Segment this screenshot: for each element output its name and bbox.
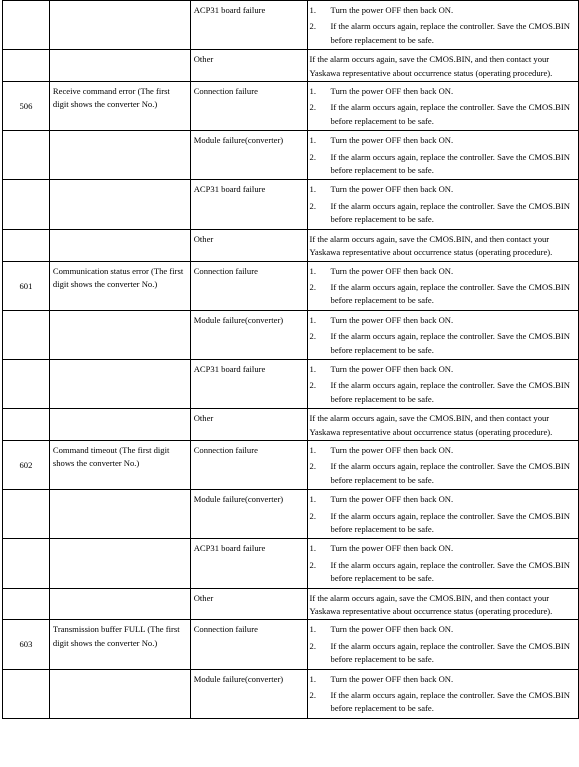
alarm-cause: ACP31 board failure [193, 184, 266, 195]
alarm-cause-cell [190, 588, 307, 620]
alarm-description-cell [49, 669, 190, 718]
alarm-description: Receive command error (The first digit shows the converter No.) [52, 86, 170, 110]
step-text: Turn the power OFF then back ON. [330, 135, 454, 146]
alarm-row [3, 490, 579, 539]
alarm-description-cell [49, 1, 190, 50]
step-number: 2. [309, 331, 316, 342]
remedy-step [310, 20, 575, 47]
alarm-remedy-cell [307, 588, 578, 620]
alarm-cause: Module failure(converter) [193, 673, 284, 684]
remedy-step [310, 559, 575, 586]
alarm-code [3, 180, 49, 198]
alarm-code-cell [3, 50, 50, 82]
remedy-step [310, 265, 575, 278]
alarm-remedy-cell [307, 490, 578, 539]
remedy-steps [310, 673, 575, 716]
remedy-steps [310, 4, 575, 47]
step-number: 2. [309, 200, 316, 211]
alarm-code [3, 1, 49, 19]
alarm-code-cell [3, 539, 50, 588]
alarm-row [3, 588, 579, 620]
step-text: If the alarm occurs again, replace the controller. Save the CMOS.BIN before replacement to be safe. [330, 510, 570, 534]
alarm-row [3, 261, 579, 310]
step-number: 1. [309, 673, 316, 684]
remedy-steps [310, 542, 575, 585]
alarm-cause: Other [193, 54, 214, 65]
remedy-step [310, 151, 575, 178]
step-number: 2. [309, 461, 316, 472]
step-number: 2. [309, 640, 316, 651]
step-text: If the alarm occurs again, replace the controller. Save the CMOS.BIN before replacement to be safe. [330, 102, 570, 126]
alarm-code [3, 539, 49, 557]
alarm-description-cell [49, 310, 190, 359]
step-text: If the alarm occurs again, replace the controller. Save the CMOS.BIN before replacement to be safe. [330, 21, 570, 45]
remedy-step [310, 689, 575, 716]
alarm-code-cell [3, 82, 50, 131]
remedy-text: If the alarm occurs again, save the CMOS.BIN, and then contact your Yaskawa representative about occurrence status (operating procedure). [309, 233, 553, 258]
remedy-steps [310, 85, 575, 128]
alarm-description [50, 409, 190, 412]
alarm-row [3, 539, 579, 588]
step-number: 2. [309, 21, 316, 32]
alarm-row [3, 229, 579, 261]
alarm-description [50, 490, 190, 493]
alarm-cause-cell [190, 539, 307, 588]
remedy-step [310, 379, 575, 406]
alarm-remedy-cell [307, 440, 578, 489]
remedy-step [310, 444, 575, 457]
step-number: 2. [309, 151, 316, 162]
alarm-description-cell [49, 359, 190, 408]
alarm-code [3, 409, 49, 427]
alarm-remedy-cell [307, 131, 578, 180]
alarm-code [3, 230, 49, 248]
remedy-steps [310, 314, 575, 357]
alarm-description-cell [49, 261, 190, 310]
alarm-table-body [3, 1, 579, 719]
step-text: Turn the power OFF then back ON. [330, 184, 454, 195]
step-text: If the alarm occurs again, replace the controller. Save the CMOS.BIN before replacement to be safe. [330, 331, 570, 355]
alarm-row [3, 1, 579, 50]
step-number: 1. [309, 314, 316, 325]
alarm-remedy-cell [307, 50, 578, 82]
alarm-cause-cell [190, 490, 307, 539]
step-text: If the alarm occurs again, replace the controller. Save the CMOS.BIN before replacement to be safe. [330, 690, 570, 714]
step-number: 2. [309, 380, 316, 391]
remedy-steps [310, 493, 575, 536]
remedy-step [310, 673, 575, 686]
alarm-code: 602 [19, 459, 33, 470]
alarm-row [3, 669, 579, 718]
alarm-code-cell [3, 440, 50, 489]
alarm-description-cell [49, 82, 190, 131]
alarm-cause-cell [190, 310, 307, 359]
remedy-step [310, 101, 575, 128]
remedy-text: If the alarm occurs again, save the CMOS.BIN, and then contact your Yaskawa representative about occurrence status (operating procedure). [309, 413, 553, 437]
remedy-step [310, 85, 575, 98]
alarm-code-cell [3, 131, 50, 180]
step-text: If the alarm occurs again, replace the controller. Save the CMOS.BIN before replacement to be safe. [330, 640, 570, 665]
step-number: 1. [309, 135, 316, 146]
alarm-description-cell [49, 490, 190, 539]
alarm-code [3, 490, 49, 508]
remedy-step [310, 510, 575, 537]
alarm-cause: Connection failure [193, 624, 258, 635]
remedy-step [310, 542, 575, 555]
alarm-description [50, 50, 190, 53]
alarm-row [3, 50, 579, 82]
alarm-code-cell [3, 310, 50, 359]
alarm-remedy-cell [307, 669, 578, 718]
alarm-row [3, 620, 579, 669]
alarm-remedy-cell [307, 409, 578, 441]
alarm-remedy-cell [307, 229, 578, 261]
alarm-remedy-cell [307, 620, 578, 669]
remedy-step [310, 134, 575, 147]
alarm-cause-cell [190, 620, 307, 669]
step-number: 2. [309, 281, 316, 292]
alarm-cause: Module failure(converter) [193, 494, 284, 505]
alarm-cause: ACP31 board failure [193, 363, 266, 374]
step-number: 2. [309, 102, 316, 113]
alarm-cause: Connection failure [193, 86, 258, 97]
alarm-remedy-cell [307, 310, 578, 359]
step-text: Turn the power OFF then back ON. [330, 86, 454, 97]
alarm-code [3, 360, 49, 378]
step-text: Turn the power OFF then back ON. [330, 624, 454, 635]
alarm-description-cell [49, 229, 190, 261]
alarm-cause: Module failure(converter) [193, 135, 284, 146]
alarm-cause: Connection failure [193, 444, 258, 455]
alarm-code: 506 [19, 101, 33, 112]
alarm-code-cell [3, 261, 50, 310]
remedy-steps [310, 623, 575, 666]
step-text: If the alarm occurs again, replace the controller. Save the CMOS.BIN before replacement to be safe. [330, 281, 570, 306]
alarm-cause: Module failure(converter) [193, 314, 284, 325]
alarm-description [50, 1, 190, 4]
alarm-row [3, 359, 579, 408]
alarm-code [3, 589, 49, 607]
step-text: Turn the power OFF then back ON. [330, 494, 454, 505]
step-text: Turn the power OFF then back ON. [330, 543, 454, 554]
step-text: Turn the power OFF then back ON. [330, 673, 454, 684]
alarm-cause-cell [190, 131, 307, 180]
alarm-description [50, 131, 190, 134]
alarm-row [3, 440, 579, 489]
step-number: 1. [309, 86, 316, 97]
remedy-step [310, 623, 575, 636]
alarm-row [3, 409, 579, 441]
alarm-code-cell [3, 669, 50, 718]
alarm-code-cell [3, 620, 50, 669]
step-text: If the alarm occurs again, replace the controller. Save the CMOS.BIN before replacement to be safe. [330, 151, 570, 176]
alarm-remedy-cell [307, 261, 578, 310]
remedy-steps [310, 444, 575, 487]
alarm-description [50, 360, 190, 363]
alarm-remedy-cell [307, 1, 578, 50]
alarm-remedy-cell [307, 359, 578, 408]
alarm-table [2, 0, 579, 719]
step-text: If the alarm occurs again, replace the controller. Save the CMOS.BIN before replacement to be safe. [330, 380, 570, 404]
remedy-step [310, 281, 575, 308]
alarm-cause-cell [190, 669, 307, 718]
step-number: 2. [309, 690, 316, 701]
alarm-description-cell [49, 620, 190, 669]
alarm-row [3, 131, 579, 180]
alarm-cause: ACP31 board failure [193, 5, 266, 15]
alarm-description-cell [49, 409, 190, 441]
alarm-cause: Other [193, 233, 214, 244]
remedy-step [310, 640, 575, 667]
remedy-steps [310, 265, 575, 308]
alarm-description-cell [49, 50, 190, 82]
remedy-step [310, 200, 575, 227]
remedy-step [310, 460, 575, 487]
remedy-step [310, 493, 575, 506]
alarm-code [3, 311, 49, 329]
alarm-description [50, 670, 190, 673]
step-text: If the alarm occurs again, replace the controller. Save the CMOS.BIN before replacement to be safe. [330, 461, 570, 485]
step-number: 1. [309, 494, 316, 505]
alarm-cause-cell [190, 82, 307, 131]
step-text: Turn the power OFF then back ON. [330, 265, 454, 276]
alarm-cause-cell [190, 180, 307, 229]
remedy-steps [310, 363, 575, 406]
alarm-description-cell [49, 539, 190, 588]
step-text: If the alarm occurs again, replace the controller. Save the CMOS.BIN before replacement to be safe. [330, 200, 570, 225]
alarm-description [50, 539, 190, 542]
alarm-description [50, 230, 190, 233]
alarm-description: Command timeout (The first digit shows the converter No.) [52, 444, 170, 469]
alarm-code [3, 670, 49, 688]
step-number: 1. [309, 444, 316, 455]
remedy-step [310, 183, 575, 196]
step-number: 1. [309, 184, 316, 195]
alarm-code-cell [3, 229, 50, 261]
alarm-cause-cell [190, 229, 307, 261]
alarm-code-cell [3, 1, 50, 50]
alarm-row [3, 180, 579, 229]
step-text: Turn the power OFF then back ON. [330, 444, 454, 455]
alarm-description: Communication status error (The first digit shows the converter No.) [52, 265, 184, 289]
step-number: 2. [309, 559, 316, 570]
alarm-description [50, 311, 190, 314]
remedy-text: If the alarm occurs again, save the CMOS.BIN, and then contact your Yaskawa representative about occurrence status (operating procedure). [309, 54, 553, 78]
remedy-steps [310, 134, 575, 177]
alarm-cause: Other [193, 413, 214, 424]
alarm-remedy-cell [307, 82, 578, 131]
alarm-code-cell [3, 359, 50, 408]
alarm-description-cell [49, 131, 190, 180]
step-text: Turn the power OFF then back ON. [330, 314, 454, 325]
alarm-cause-cell [190, 50, 307, 82]
step-number: 1. [309, 624, 316, 635]
alarm-code-cell [3, 588, 50, 620]
remedy-text: If the alarm occurs again, save the CMOS.BIN, and then contact your Yaskawa representative about occurrence status (operating procedure). [309, 592, 553, 617]
remedy-step [310, 330, 575, 357]
alarm-row [3, 82, 579, 131]
alarm-description-cell [49, 588, 190, 620]
alarm-cause-cell [190, 440, 307, 489]
alarm-code: 603 [19, 639, 33, 650]
alarm-cause-cell [190, 409, 307, 441]
alarm-row [3, 310, 579, 359]
step-number: 1. [309, 543, 316, 554]
alarm-cause: Connection failure [193, 265, 258, 276]
step-text: Turn the power OFF then back ON. [330, 363, 454, 374]
alarm-description [50, 589, 190, 592]
alarm-code-cell [3, 180, 50, 229]
alarm-code-cell [3, 490, 50, 539]
alarm-description: Transmission buffer FULL (The first digit shows the converter No.) [52, 624, 180, 648]
alarm-remedy-cell [307, 539, 578, 588]
step-text: If the alarm occurs again, replace the controller. Save the CMOS.BIN before replacement to be safe. [330, 559, 570, 584]
alarm-cause-cell [190, 261, 307, 310]
alarm-code [3, 131, 49, 149]
remedy-step [310, 314, 575, 327]
alarm-code [3, 50, 49, 68]
alarm-remedy-cell [307, 180, 578, 229]
alarm-cause: ACP31 board failure [193, 543, 266, 554]
alarm-description-cell [49, 180, 190, 229]
step-number: 1. [309, 363, 316, 374]
alarm-document [2, 0, 579, 719]
remedy-step [310, 4, 575, 17]
step-number: 2. [309, 510, 316, 521]
step-text: Turn the power OFF then back ON. [330, 5, 454, 15]
alarm-cause: Other [193, 592, 214, 603]
alarm-cause-cell [190, 359, 307, 408]
step-number: 1. [309, 5, 316, 15]
alarm-code: 601 [19, 280, 33, 291]
alarm-cause-cell [190, 1, 307, 50]
alarm-code-cell [3, 409, 50, 441]
alarm-description [50, 180, 190, 183]
remedy-step [310, 363, 575, 376]
remedy-steps [310, 183, 575, 226]
alarm-description-cell [49, 440, 190, 489]
step-number: 1. [309, 265, 316, 276]
